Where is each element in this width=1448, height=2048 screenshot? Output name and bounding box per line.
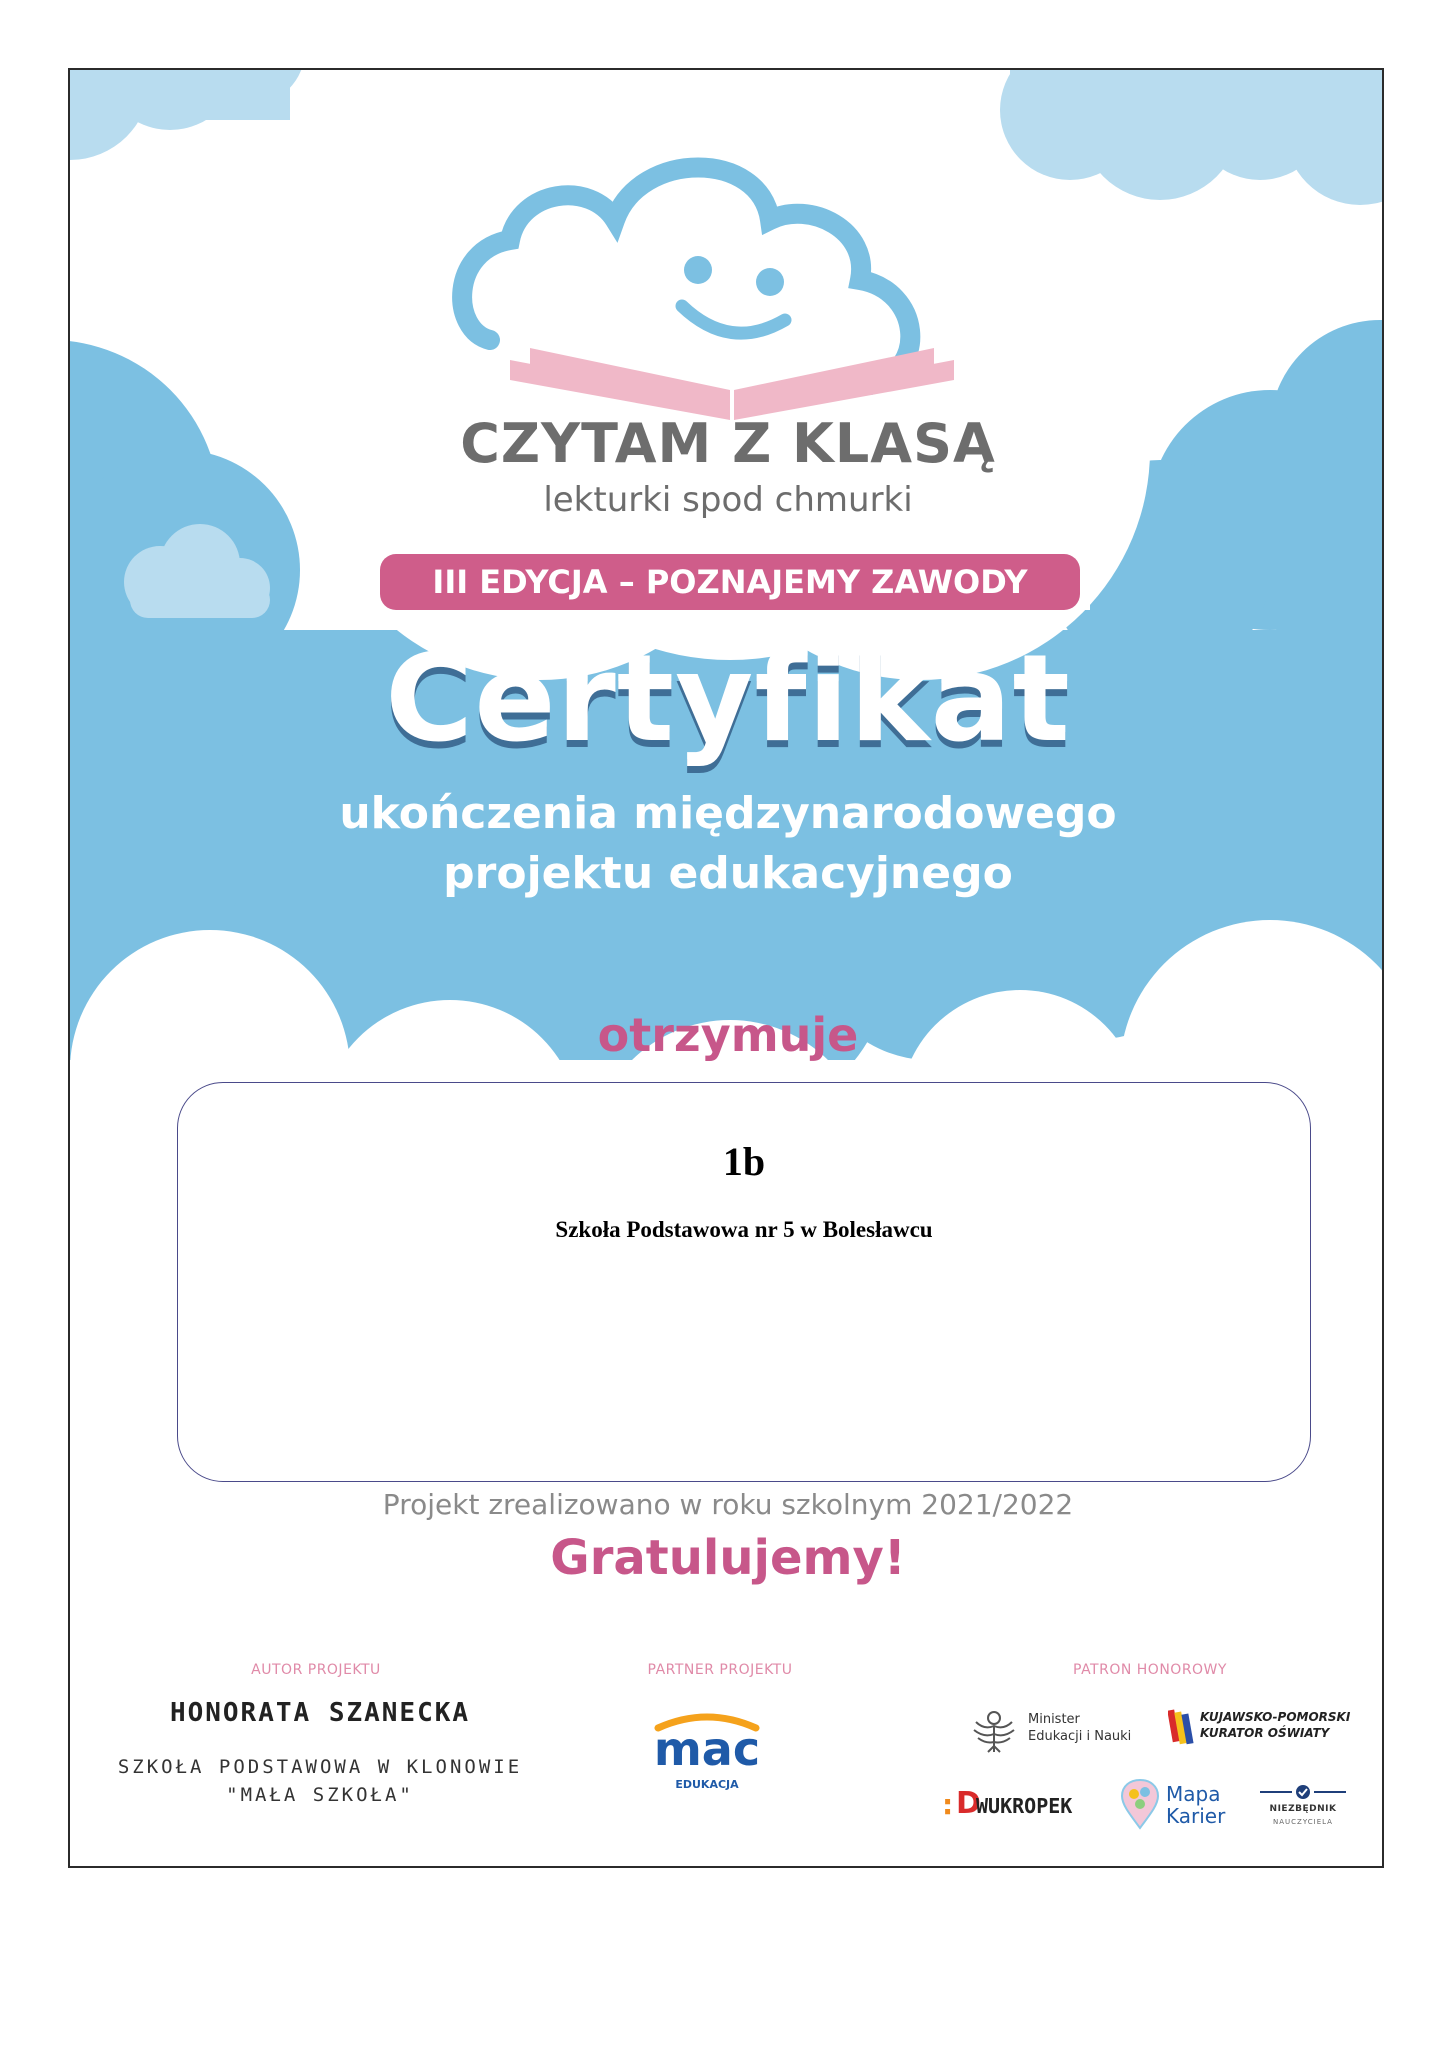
certificate-title: Certyfikat (385, 630, 1071, 769)
author-name: HONORATA SZANECKA (169, 1698, 471, 1728)
patron-label: PATRON HONOROWY (1073, 1662, 1227, 1678)
map-pin-icon (1120, 1778, 1160, 1830)
mapa-karier-line2: Karier (1166, 1804, 1226, 1828)
author-school-line2: "MAŁA SZKOŁA" (226, 1784, 414, 1806)
niezbednik-line1: NIEZBĘDNIK (1269, 1804, 1337, 1814)
brand-title: CZYTAM Z KLASĄ (460, 412, 996, 475)
project-year-note: Projekt zrealizowano w roku szkolnym 2021/2022 (382, 1488, 1074, 1521)
dwukropek-colon: : (942, 1788, 954, 1821)
dwukropek-d: D (956, 1786, 981, 1821)
congratulations-text: Gratulujemy! (550, 1530, 906, 1586)
kuratorium-flag-icon (1168, 1706, 1196, 1746)
eagle-emblem-icon (970, 1704, 1018, 1756)
certificate-page (68, 68, 1384, 1868)
cloud-background (70, 70, 1384, 1868)
recipient-name: 1b (722, 1139, 766, 1184)
mapa-karier-line1: Mapa (1166, 1782, 1221, 1806)
kuratorium-line1: KUJAWSKO-POMORSKI (1200, 1710, 1351, 1724)
brand-subtitle: lekturki spod chmurki (543, 480, 913, 520)
recipient-school: Szkoła Podstawowa nr 5 w Bolesławcu (555, 1217, 933, 1242)
niezbednik-line2: NAUCZYCIELA (1273, 1818, 1333, 1826)
partner-logo-sub: EDUKACJA (675, 1778, 739, 1791)
author-school-line1: SZKOŁA PODSTAWOWA W KLONOWIE (117, 1756, 523, 1778)
minister-line2: Edukacji i Nauki (1028, 1729, 1132, 1744)
partner-label: PARTNER PROJEKTU (647, 1662, 793, 1678)
receives-label: otrzymuje (597, 1008, 859, 1062)
partner-logo-word: mac (653, 1722, 761, 1776)
kuratorium-line2: KURATOR OŚWIATY (1200, 1726, 1330, 1740)
minister-line1: Minister (1028, 1712, 1080, 1727)
niezbednik-check-icon (1258, 1782, 1348, 1802)
certificate-subtitle-line2: projektu edukacyjnego (443, 848, 1013, 899)
dwukropek-text: WUKROPEK (976, 1794, 1073, 1818)
edition-badge: III EDYCJA – POZNAJEMY ZAWODY (380, 554, 1080, 610)
certificate-subtitle-line1: ukończenia międzynarodowego (339, 788, 1117, 839)
author-label: AUTOR PROJEKTU (251, 1662, 381, 1678)
